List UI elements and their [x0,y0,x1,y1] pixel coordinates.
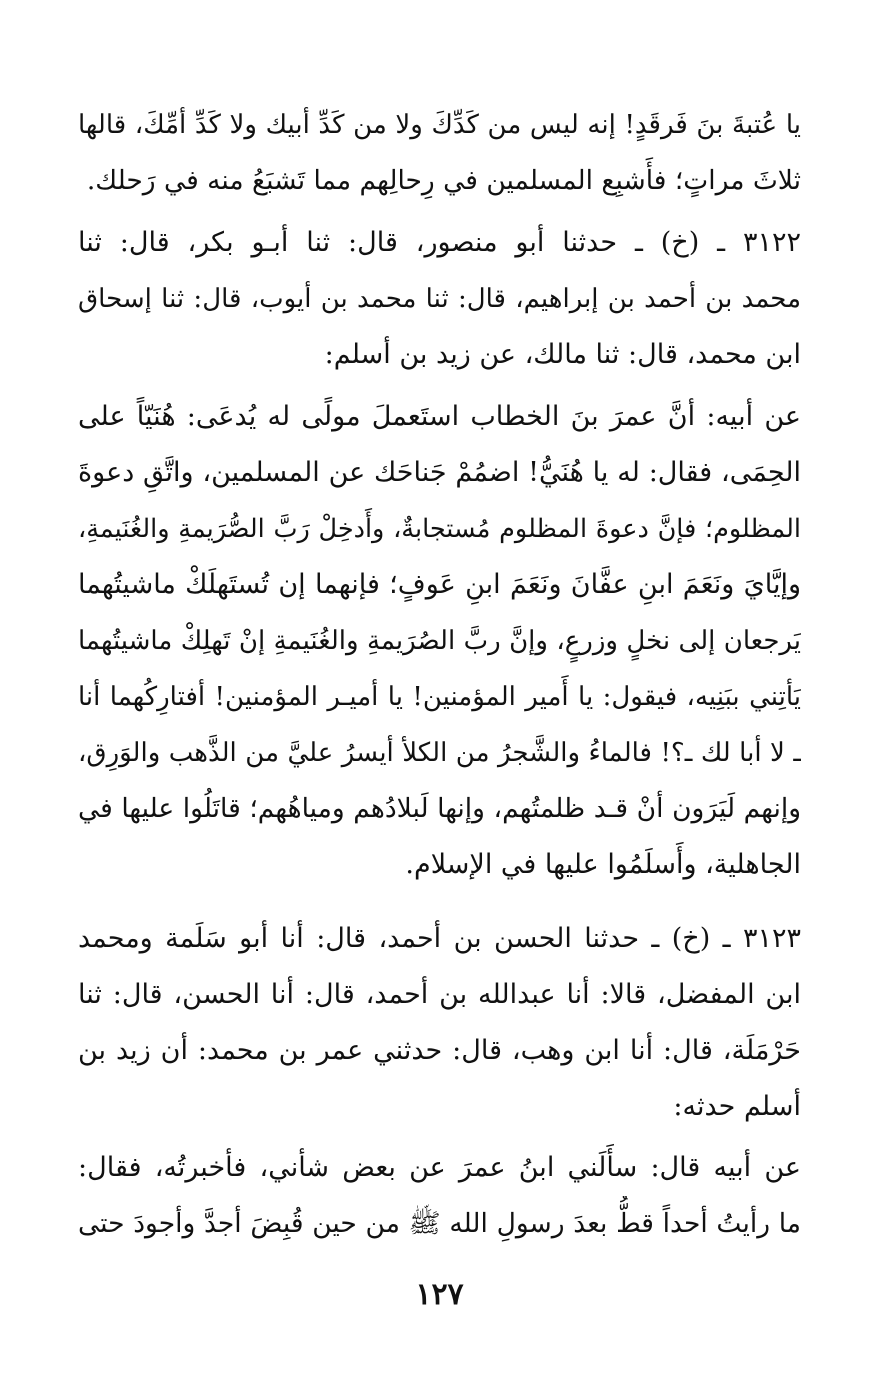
text-line: محمد بن أحمد بن إبراهيم، قال: ثنا محمد بن أيوب، قال: ثنا إسحاق [78,284,801,314]
text-line: يا عُتبةَ بنَ فَرقَدٍ! إنه ليس من كَدِّكَ ولا من كَدِّ أبيك ولا كَدِّ أمِّكَ، قالها [78,110,801,140]
text-line: يَأتِني ببَنِيه، فيقول: يا أَمير المؤمنين! يا أميـر المؤمنين! أفتارِكُهما أنا [78,682,801,712]
text-line: المظلوم؛ فإنَّ دعوةَ المظلوم مُستجابةٌ، وأَدخِلْ رَبَّ الصُّرَيمةِ والغُنَيمةِ، [78,514,801,544]
text-line: أسلم حدثه: [673,1091,801,1122]
text-line: يَرجعان إلى نخلٍ وزرعٍ، وإنَّ ربَّ الصُرَيمةِ والغُنَيمةِ إنْ تَهلِكْ ماشيتُهما [78,626,801,656]
text-line: عن أبيه: أنَّ عمرَ بنَ الخطاب استَعملَ مولًى له يُدعَى: هُنَيّاً على [78,401,801,432]
page-number: ١٢٧ [415,1277,464,1312]
text-line: عن أبيه قال: سأَلَني ابنُ عمرَ عن بعض شأني، فأخبرتُه، فقال: [78,1152,801,1183]
text-line: ابن المفضل، قالا: أنا عبدالله بن أحمد، قال: أنا الحسن، قال: ثنا [78,979,801,1010]
text-line: ابن محمد، قال: ثنا مالك، عن زيد بن أسلم: [324,339,801,370]
text-line: الحِمَى، فقال: له يا هُنَيُّ! اضمُمْ جَناحَك عن المسلمين، واتَّقِ دعوةَ [78,457,801,488]
text-line: ثلاثَ مراتٍ؛ فأَشبِع المسلمين في رِحالِهم مما تَشبَعُ منه في رَحلك. [86,165,801,196]
text-line: ـ لا أبا لك ـ؟! فالماءُ والشَّجرُ من الكلأ أيسرُ عليَّ من الذَّهب والوَرِق، [78,738,801,768]
text-line: حَرْمَلَة، قال: أنا ابن وهب، قال: حدثني عمر بن محمد: أن زيد بن [78,1035,801,1066]
text-line: ما رأيتُ أحداً قطُّ بعدَ رسولِ الله ﷺ من حين قُبِضَ أجدَّ وأجودَ حتى [78,1208,801,1239]
text-line: الجاهلية، وأَسلَمُوا عليها في الإسلام. [405,849,801,880]
hadith-heading-3122: ٣١٢٢ ـ (خ) ـ حدثنا أبو منصور، قال: ثنا أبـو بكر، قال: ثنا [78,227,801,258]
text-line: وإيَّايَ ونَعَمَ ابنِ عفَّانَ ونَعَمَ ابنِ عَوفٍ؛ فإنهما إن تُستَهلَكْ ماشيتُهما [78,569,801,600]
text-line: وإنهم لَيَرَون أنْ قـد ظلمتُهم، وإنها لَبلادُهم ومياهُهم؛ قاتَلُوا عليها في [78,793,801,824]
hadith-heading-3123: ٣١٢٣ ـ (خ) ـ حدثنا الحسن بن أحمد، قال: أنا أبو سَلَمة ومحمد [78,923,801,954]
